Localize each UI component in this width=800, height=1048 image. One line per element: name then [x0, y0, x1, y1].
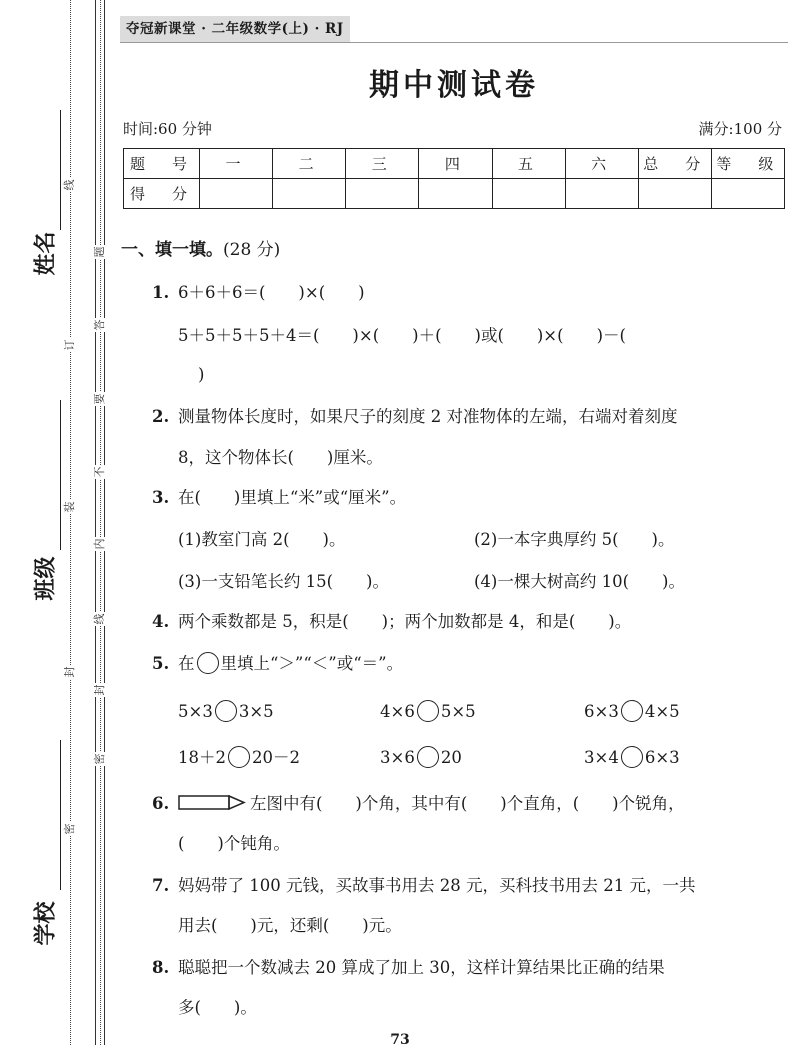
compare-item: [584, 700, 680, 724]
compare-item: [380, 746, 462, 770]
compare-item: [178, 700, 274, 724]
name-field: [24, 110, 64, 280]
school-underline: [60, 740, 61, 890]
table-row: [124, 149, 785, 179]
pencil-figure-icon: [178, 794, 246, 812]
question-1: [152, 281, 365, 305]
score-cell[interactable]: [492, 179, 565, 209]
compare-circle[interactable]: [417, 746, 439, 768]
seal-char: 答: [93, 319, 106, 331]
section-points: (28 分): [223, 240, 281, 260]
full-score: 满分:100 分: [698, 120, 782, 138]
seal-line-outer: [70, 0, 71, 1045]
question-text-pre: 在: [178, 654, 195, 673]
compare-left: 5×3: [178, 702, 213, 721]
compare-circle[interactable]: [228, 746, 250, 768]
compare-right: 20－2: [252, 748, 300, 767]
header-divider: [120, 42, 788, 43]
table-header-cell: 六: [565, 149, 638, 179]
page-title: 期中测试卷: [369, 68, 539, 103]
compare-left: 3×4: [584, 748, 619, 767]
seal-line-inner: [100, 0, 101, 1045]
question-8: [152, 956, 665, 980]
table-header-cell: 二: [273, 149, 346, 179]
question-3-d: (4)一棵大树高约 10( )。: [474, 572, 685, 591]
question-text: 聪聪把一个数减去 20 算成了加上 30，这样计算结果比正确的结果: [178, 958, 665, 977]
question-text: 妈妈带了 100 元钱，买故事书用去 28 元，买科技书用去 21 元，一共: [178, 876, 696, 895]
compare-right: 5×5: [440, 702, 476, 721]
school-field: [24, 740, 64, 946]
question-text: 左图中有( )个角，其中有( )个直角，( )个锐角，: [250, 794, 685, 813]
compare-left: 18＋2: [178, 748, 226, 767]
compare-right: 20: [440, 748, 462, 767]
question-text: 6＋6＋6＝( )×( ): [178, 283, 365, 302]
compare-item: [380, 700, 476, 724]
compare-item: [178, 746, 300, 770]
seal-char: 内: [93, 538, 106, 550]
seal-char: 密: [93, 753, 106, 765]
question-7-line-2: 用去( )元，还剩( )元。: [178, 916, 402, 935]
seal-char: 要: [93, 393, 106, 405]
table-header-cell: 等 级: [711, 149, 784, 179]
compare-left: 6×3: [584, 702, 619, 721]
compare-circle[interactable]: [417, 700, 439, 722]
class-label: 班级: [33, 556, 59, 601]
question-number: 4.: [152, 612, 170, 631]
question-text-post: 里填上“＞”“＜”或“＝”。: [220, 654, 404, 673]
question-text: 测量物体长度时，如果尺子的刻度 2 对准物体的左端，右端对着刻度: [178, 407, 678, 426]
question-number: 3.: [152, 488, 170, 507]
table-row: [124, 179, 785, 209]
compare-circle[interactable]: [215, 700, 237, 722]
score-cell[interactable]: [711, 179, 784, 209]
section-heading: [121, 238, 280, 262]
seal-char: 封: [63, 666, 76, 678]
seal-char: 题: [93, 246, 106, 258]
score-cell[interactable]: [419, 179, 492, 209]
score-cell[interactable]: [200, 179, 273, 209]
compare-left: 4×6: [380, 702, 415, 721]
question-2: [152, 405, 678, 429]
score-table: [123, 148, 785, 209]
table-header-cell: 五: [492, 149, 565, 179]
seal-char: 订: [63, 339, 76, 351]
question-4: [152, 610, 631, 634]
question-number: 1.: [152, 283, 170, 302]
table-header-cell: 题 号: [124, 149, 200, 179]
name-underline: [60, 110, 61, 230]
table-header-cell: 总 分: [638, 149, 711, 179]
question-number: 7.: [152, 876, 170, 895]
question-5: [152, 652, 403, 676]
question-number: 8.: [152, 958, 170, 977]
seal-char: 装: [63, 501, 76, 513]
compare-right: 3×5: [238, 702, 274, 721]
seal-char: 不: [93, 466, 106, 478]
score-cell[interactable]: [565, 179, 638, 209]
question-3-c: (3)一支铅笔长约 15( )。: [178, 572, 389, 591]
score-cell[interactable]: [273, 179, 346, 209]
question-number: 6.: [152, 794, 170, 813]
binding-margin: [0, 0, 108, 1045]
question-3-a: (1)教室门高 2( )。: [178, 530, 346, 549]
table-header-cell: 三: [346, 149, 419, 179]
binding-edge-1: [95, 0, 96, 1045]
compare-right: 6×3: [644, 748, 680, 767]
question-6: [152, 792, 685, 816]
class-field: [24, 400, 64, 600]
question-text: 在( )里填上“米”或“厘米”。: [178, 488, 407, 507]
seal-char: 密: [63, 823, 76, 835]
seal-char: 封: [93, 684, 106, 696]
score-cell[interactable]: [638, 179, 711, 209]
question-text: 两个乘数都是 5，积是( )；两个加数都是 4，和是( )。: [178, 612, 632, 631]
series-label: 夺冠新课堂 · 二年级数学(上) · RJ: [120, 16, 350, 42]
compare-circle[interactable]: [621, 700, 643, 722]
class-underline: [60, 400, 61, 550]
table-header-cell: 四: [419, 149, 492, 179]
question-8-line-2: 多( )。: [178, 998, 257, 1017]
question-1-line-3: ): [198, 365, 205, 384]
compare-right: 4×5: [644, 702, 680, 721]
question-3-b: (2)一本字典厚约 5( )。: [474, 530, 675, 549]
binding-edge-2: [104, 0, 105, 1045]
exam-time: 时间:60 分钟: [123, 120, 212, 138]
question-1-line-2: 5＋5＋5＋5＋4＝( )×( )＋( )或( )×( )－(: [178, 326, 626, 345]
question-2-line-2: 8，这个物体长( )厘米。: [178, 448, 383, 467]
seal-char: 线: [63, 179, 76, 191]
compare-circle[interactable]: [621, 746, 643, 768]
table-header-cell: 一: [200, 149, 273, 179]
question-7: [152, 874, 695, 898]
page-number: 73: [390, 1032, 410, 1048]
question-6-line-2: ( )个钝角。: [178, 834, 290, 853]
question-3: [152, 486, 406, 510]
circle-icon: [197, 652, 219, 674]
compare-left: 3×6: [380, 748, 415, 767]
seal-char: 线: [93, 613, 106, 625]
compare-item: [584, 746, 680, 770]
table-row-label: 得 分: [124, 179, 200, 209]
name-label: 姓名: [33, 231, 59, 276]
question-number: 2.: [152, 407, 170, 426]
school-label: 学校: [33, 901, 59, 946]
section-title: 一、填一填。: [121, 240, 223, 260]
question-number: 5.: [152, 654, 170, 673]
score-cell[interactable]: [346, 179, 419, 209]
